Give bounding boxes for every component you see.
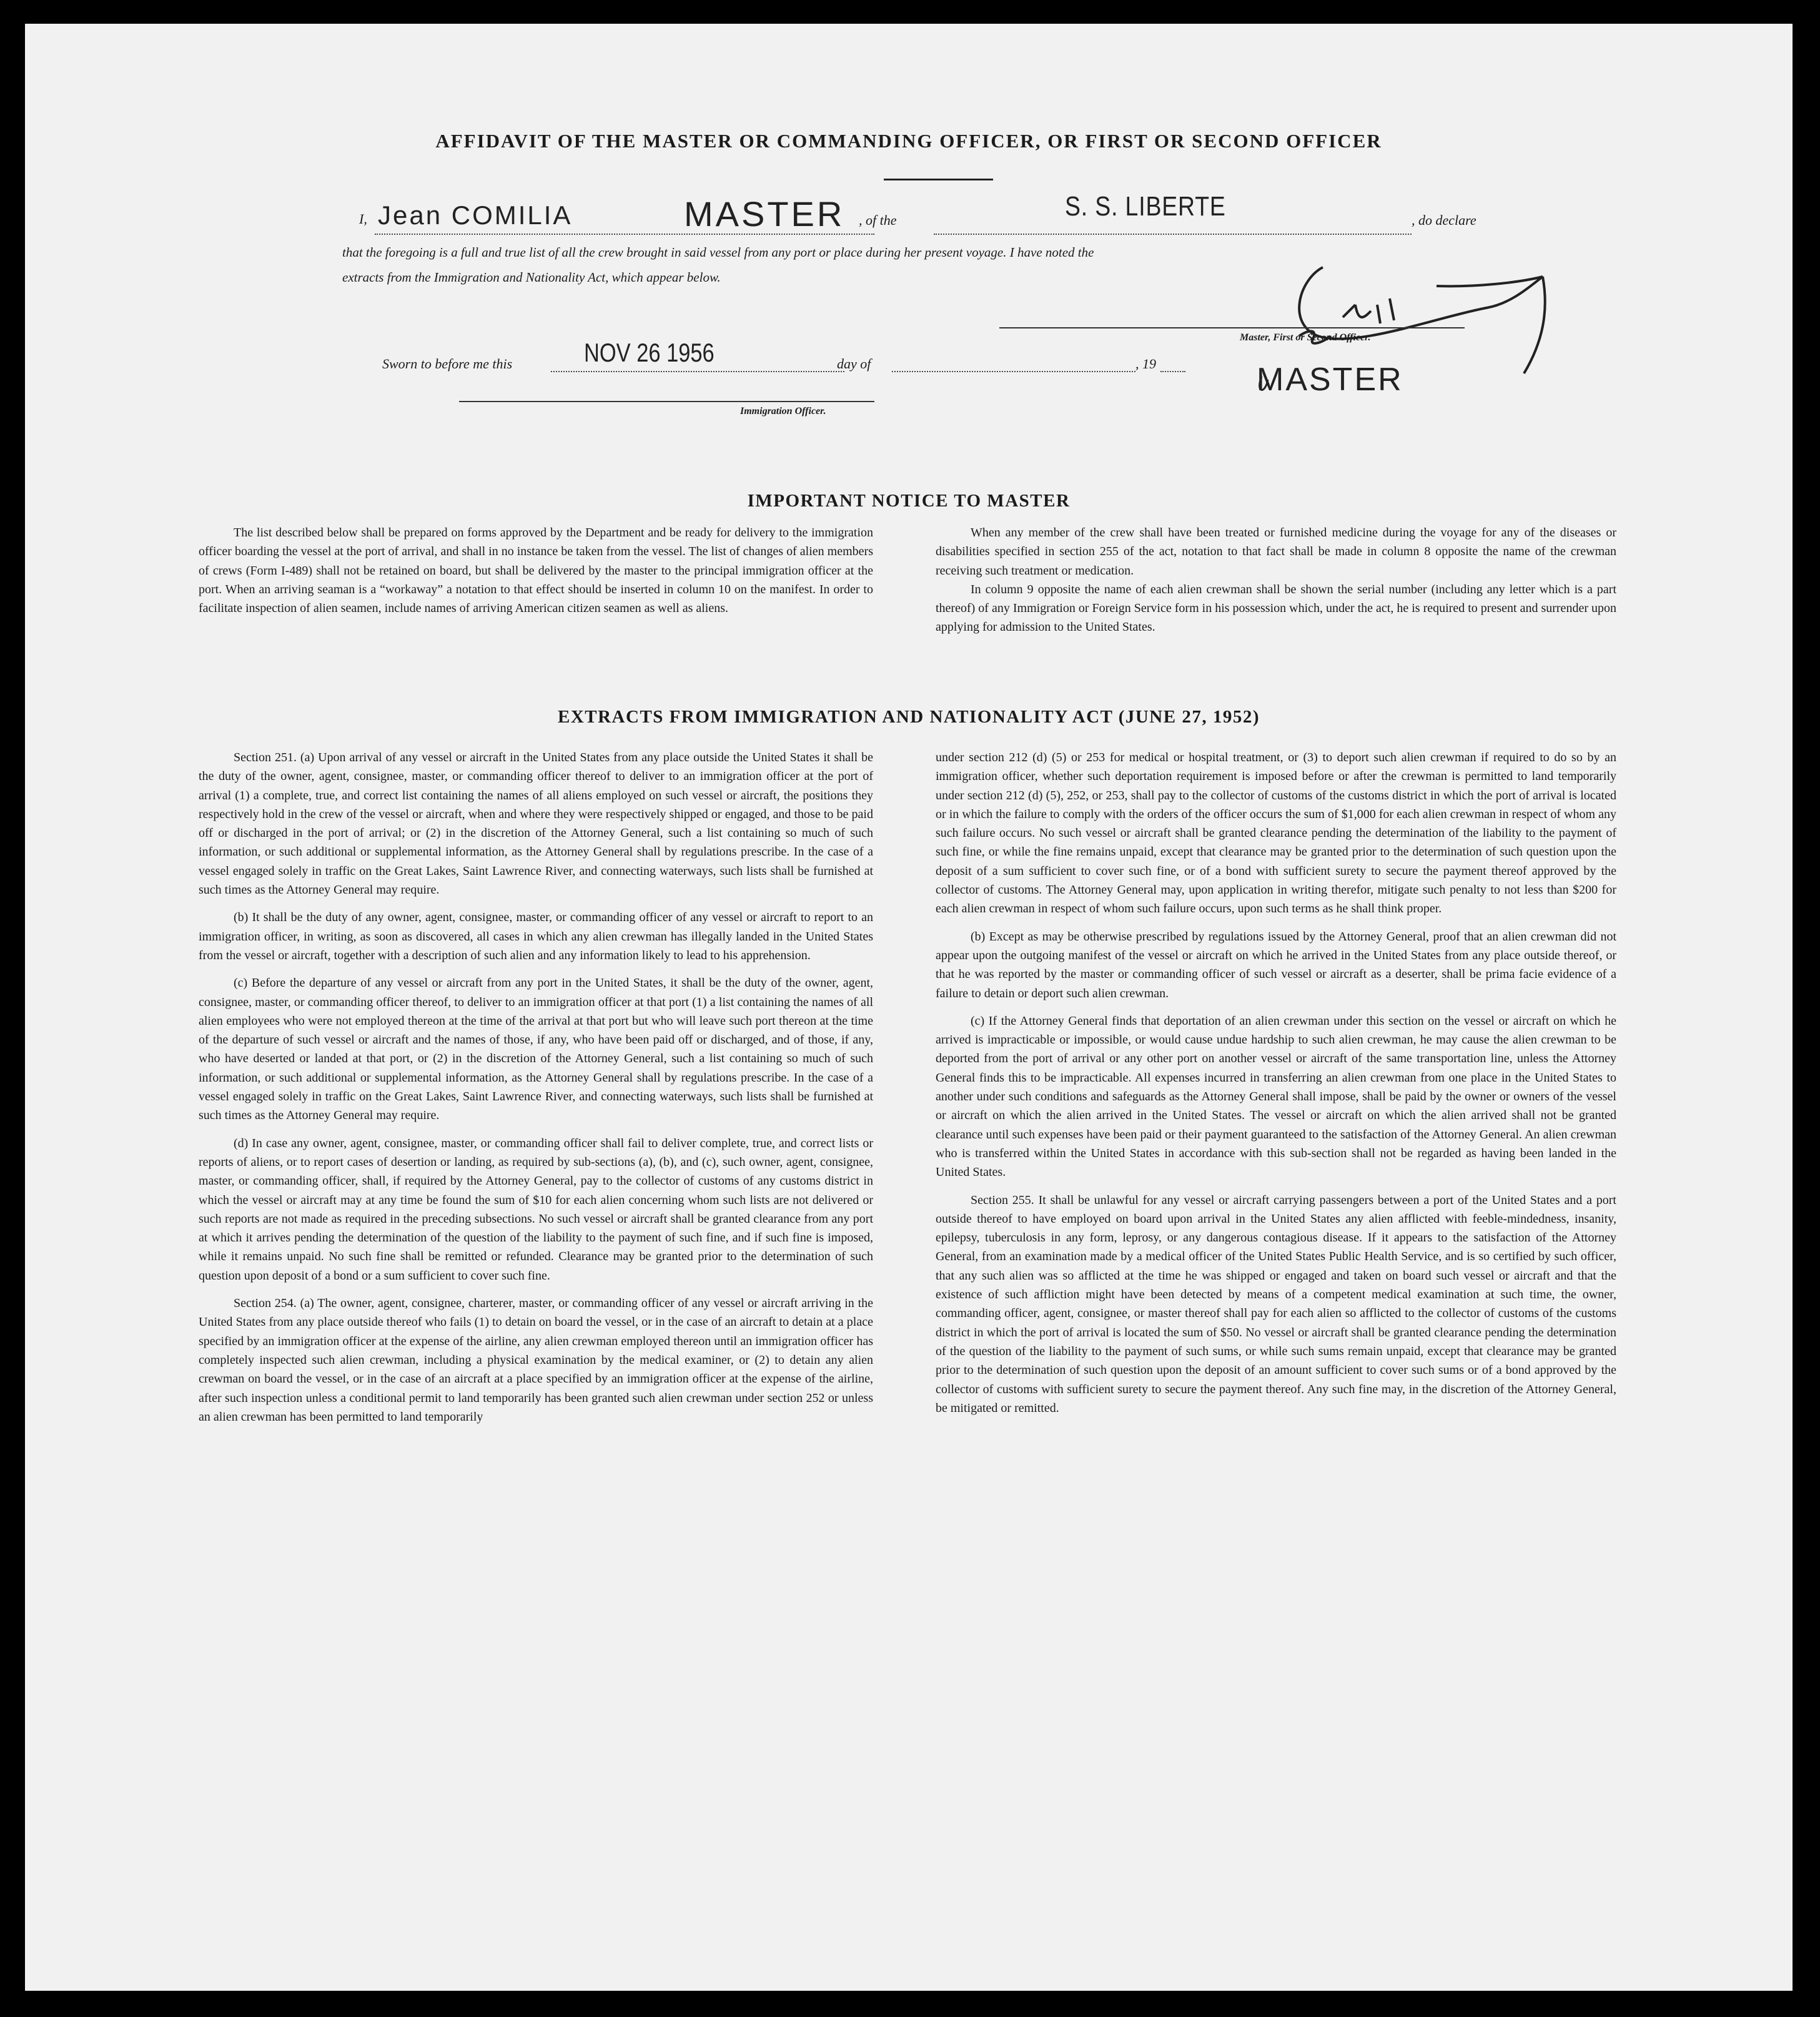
vessel-name: S. S. LIBERTE — [1065, 191, 1226, 222]
month-dotted-line — [892, 371, 1135, 372]
notice-title: IMPORTANT NOTICE TO MASTER — [747, 491, 1071, 511]
extract-paragraph: Section 255. It shall be unlawful for any vessel or aircraft carrying passengers between a port of the United States and a port outside thereof to have employed on board upon arrival in the United States any alien afflicted with feeble-mindedness, insanity, epilepsy, tuberculosis in any form, leprosy, or any dangerous contagious disease. If it appears to the satisfaction of the Attorney General, from an examination made by a medical officer of the United States Public Health Service, and is so certified by such officer, that any such alien was so afflicted at the time he was shipped or engaged and taken on board such vessel or aircraft and that the existence of such affliction might have been detected by means of a competent medical examination at such time, the owner, commanding officer, agent, consignee, or master thereof shall pay for each alien so afflicted to the collector of customs of the customs district in which the port of arrival is located the sum of $50. No vessel or aircraft shall be granted clearance pending the determination of the question of the liability to the payment of such sums, or while such sums remain unpaid, except that clearance may be granted prior to the determination of such question upon the deposit of an amount sufficient to cover such sums or of a bond approved by the collector of customs with sufficient surety to secure the payment thereof. Any such fine may, in the discretion of the Attorney General, be mitigated or remitted. — [936, 1193, 1616, 1415]
name-dotted-line — [375, 234, 874, 235]
extract-paragraph: Section 254. (a) The owner, agent, consignee, charterer, master, or commanding officer of any vessel or aircraft arriving in the United States from any place outside thereof who fails (1) to detain on board the vessel, or in the case of an aircraft to detain at a place specified by an immigration officer at the expense of the airline, any alien crewman employed thereon until an immigration officer has completely inspected such alien crewman, including a physical examination by the medical examiner, or (2) to detain any alien crewman on board the vessel, or in the case of an aircraft at a place specified by an immigration officer at the expense of the airline, after such inspection unless a conditional permit to land temporarily has been granted such alien crewman under section 252 or unless an alien crewman has been permitted to land temporarily — [199, 1296, 873, 1424]
extract-paragraph: (b) It shall be the duty of any owner, agent, consignee, master, or commanding officer of any vessel or aircraft to report to an immigration officer, in writing, as soon as discovered, all cases in which any alien crewman has illegally landed in the United States from the vessel or aircraft, together with a description of such alien and any information likely to lead to his apprehension. — [199, 910, 873, 962]
title-divider — [884, 179, 993, 180]
extracts-title: EXTRACTS FROM IMMIGRATION AND NATIONALITY ACT (JUNE 27, 1952) — [557, 707, 1260, 727]
notice-left-column — [199, 523, 873, 618]
year-dotted-line — [1160, 371, 1185, 372]
document-page — [25, 24, 1793, 1991]
sworn-date-stamp: NOV 26 1956 — [584, 338, 715, 367]
affidavit-title: AFFIDAVIT OF THE MASTER OR COMMANDING OFFICER, OR FIRST OR SECOND OFFICER — [435, 130, 1382, 152]
extract-paragraph: (c) Before the departure of any vessel or aircraft from any port in the United States, it shall be the duty of the owner, agent, consignee, master, or commanding officer thereof, to deliver to an immigration officer at that port (1) a list containing the names of all alien employees who were not employed thereon at the time of the arrival at that port but who will leave such port thereon at the time of the departure of such vessel or aircraft and the names of those, if any, who have been paid off or discharged, and of those, if any, who have deserted or landed at that port, or (2) in the discretion of the Attorney General, such a list containing so much of such information, or such additional or supplemental information, as the Attorney General shall by regulations prescribe. In the case of a vessel engaged solely in traffic on the Great Lakes, Saint Lawrence River, and connecting waterways, such lists shall be furnished at such times as the Attorney General may require. — [199, 976, 873, 1123]
notice-right-paragraph-1: When any member of the crew shall have been treated or furnished medicine during the voyage for any of the diseases or disabilities specified in section 255 of the act, notation to that fact shall be made in column 8 opposite the name of the crewman receiving such treatment or medication. — [936, 526, 1616, 578]
extract-paragraph: Section 251. (a) Upon arrival of any vessel or aircraft in the United States from any place outside the United States it shall be the duty of the owner, agent, consignee, master, or commanding officer thereof to deliver to an immigration officer at the port of arrival (1) a complete, true, and correct list containing the names of all aliens employed on such vessel or aircraft, the positions they respectively hold in the crew of the vessel or aircraft, when and where they were respectively shipped or engaged, and those to be paid off or discharged in the port of arrival; or (2) in the discretion of the Attorney General, such a list containing so much of such information, or such additional or supplemental information, as the Attorney General shall by regulations prescribe. In the case of a vessel engaged solely in traffic on the Great Lakes, Saint Lawrence River, and connecting waterways, such lists shall be furnished at such times as the Attorney General may require. — [199, 751, 873, 897]
notice-right-column — [936, 523, 1616, 637]
notice-right-paragraph-2: In column 9 opposite the name of each alien crewman shall be shown the serial number (including any letter which is a part thereof) of any Immigration or Foreign Service form in his possession which, under the act, he is required to present and surrender upon applying for admission to the United States. — [936, 582, 1616, 634]
extracts-right-column — [936, 748, 1616, 1426]
extracts-left-column — [199, 748, 873, 1435]
extract-paragraph: (d) In case any owner, agent, consignee, master, or commanding officer shall fail to deliver complete, true, and correct lists or reports of aliens, or to report cases of desertion or landing, as required by sub-sections (a), (b), and (c), such owner, agent, consignee, master, or commanding officer, shall, if required by the Attorney General, pay to the collector of customs of any customs district in which the vessel or aircraft may at any time be found the sum of $10 for each alien concerning whom such lists are not delivered or such reports are not made as required in the preceding subsections. No such vessel or aircraft shall be granted clearance from any port at which it arrives pending the determination of the question of the liability to the payment of such fine, and if such fine is imposed, while it remains unpaid. No such fine shall be remitted or refunded. Clearance may be granted prior to the determination of such question upon deposit of a bond or a sum sufficient to cover such fine. — [199, 1136, 873, 1283]
signature-line — [999, 327, 1465, 328]
extract-paragraph: under section 212 (d) (5) or 253 for medical or hospital treatment, or (3) to deport such alien crewman if required to do so by an immigration officer, whether such deportation requirement is imposed before or after the crewman is permitted to land temporarily under section 212 (d) (5), 252, or 253, shall pay to the collector of customs of the customs district in which the port of arrival is located or in which the failure to comply with the orders of the officer occurs the sum of $1,000 for each alien crewman in respect of whom any such failure occurs. No such vessel or aircraft shall be granted clearance pending the determination of the liability to the payment of such fine, or while the fine remains unpaid, except that clearance may be granted prior to the determination of such question upon the deposit of a sum sufficient to cover such fine, or of a bond with sufficient surety to secure the payment thereof approved by the collector of customs. The Attorney General may, upon application in writing therefor, mitigate such penalty to not less than $200 for each alien crewman in respect of whom such failure occurs, upon such terms as he shall think proper. — [936, 751, 1616, 916]
i-prefix: I, — [359, 211, 367, 227]
signature-caption: Master, First or Second Officer. — [1240, 332, 1371, 343]
master-stamp: MASTER — [1257, 362, 1403, 398]
notice-left-paragraph: The list described below shall be prepared on forms approved by the Department and be ready for delivery to the immigration officer boarding the vessel at the port of arrival, and shall in no instance be taken from the vessel. The list of changes of alien members of crews (Form I-489) shall not be retained on board, but shall be delivered by the master to the principal immigration officer at the port. When an arriving seaman is a “workaway” a notation to that effect should be inserted in column 10 on the manifest. In order to facilitate inspection of alien seamen, include names of arriving American citizen seamen as well as aliens. — [199, 526, 873, 616]
sworn-label: Sworn to before me this — [382, 356, 513, 372]
declaration-line-1: that the foregoing is a full and true list of all the crew brought in said vessel from any port or place during her present voyage. I have noted the — [342, 245, 1094, 260]
vessel-dotted-line — [934, 234, 1412, 235]
do-declare-label: , do declare — [1412, 212, 1476, 228]
year-prefix: , 19 — [1135, 356, 1156, 372]
of-the-label: , of the — [859, 212, 897, 228]
master-name: Jean COMILIA — [378, 200, 573, 230]
immigration-officer-caption: Immigration Officer. — [740, 406, 826, 417]
sworn-date-line — [551, 371, 844, 372]
declaration-line-2: extracts from the Immigration and Nationality Act, which appear below. — [342, 270, 721, 285]
day-of-label: day of — [837, 356, 871, 372]
master-rank: MASTER — [684, 194, 845, 234]
immigration-officer-line — [459, 401, 874, 402]
extract-paragraph: (b) Except as may be otherwise prescribed by regulations issued by the Attorney General, proof that an alien crewman did not appear upon the outgoing manifest of the vessel or aircraft on which he arrived in the United States from any place outside thereof, or that he was reported by the master or commanding officer of such vessel or aircraft as a deserter, shall be prima facie evidence of a failure to detain or deport such alien crewman. — [936, 929, 1616, 1000]
extract-paragraph: (c) If the Attorney General finds that deportation of an alien crewman under this section on the vessel or aircraft on which he arrived is impracticable or impossible, or would cause undue hardship to such alien crewman, he may cause the alien crewman to be deported from the port of arrival or any other port on another vessel or aircraft of the same transportation line, unless the Attorney General finds this to be impracticable. All expenses incurred in transferring an alien crewman from one place in the United States to another under such conditions and safeguards as the Attorney General shall impose, shall be paid by the owner or owners of the vessel or aircraft on which the alien arrived in the United States. The vessel or aircraft on which the alien arrived shall not be granted clearance until such expenses have been paid or their payment guaranteed to the satisfaction of the Attorney General. An alien crewman who is transferred within the United States in accordance with this sub-section shall not be regarded as having been landed in the United States. — [936, 1013, 1616, 1180]
